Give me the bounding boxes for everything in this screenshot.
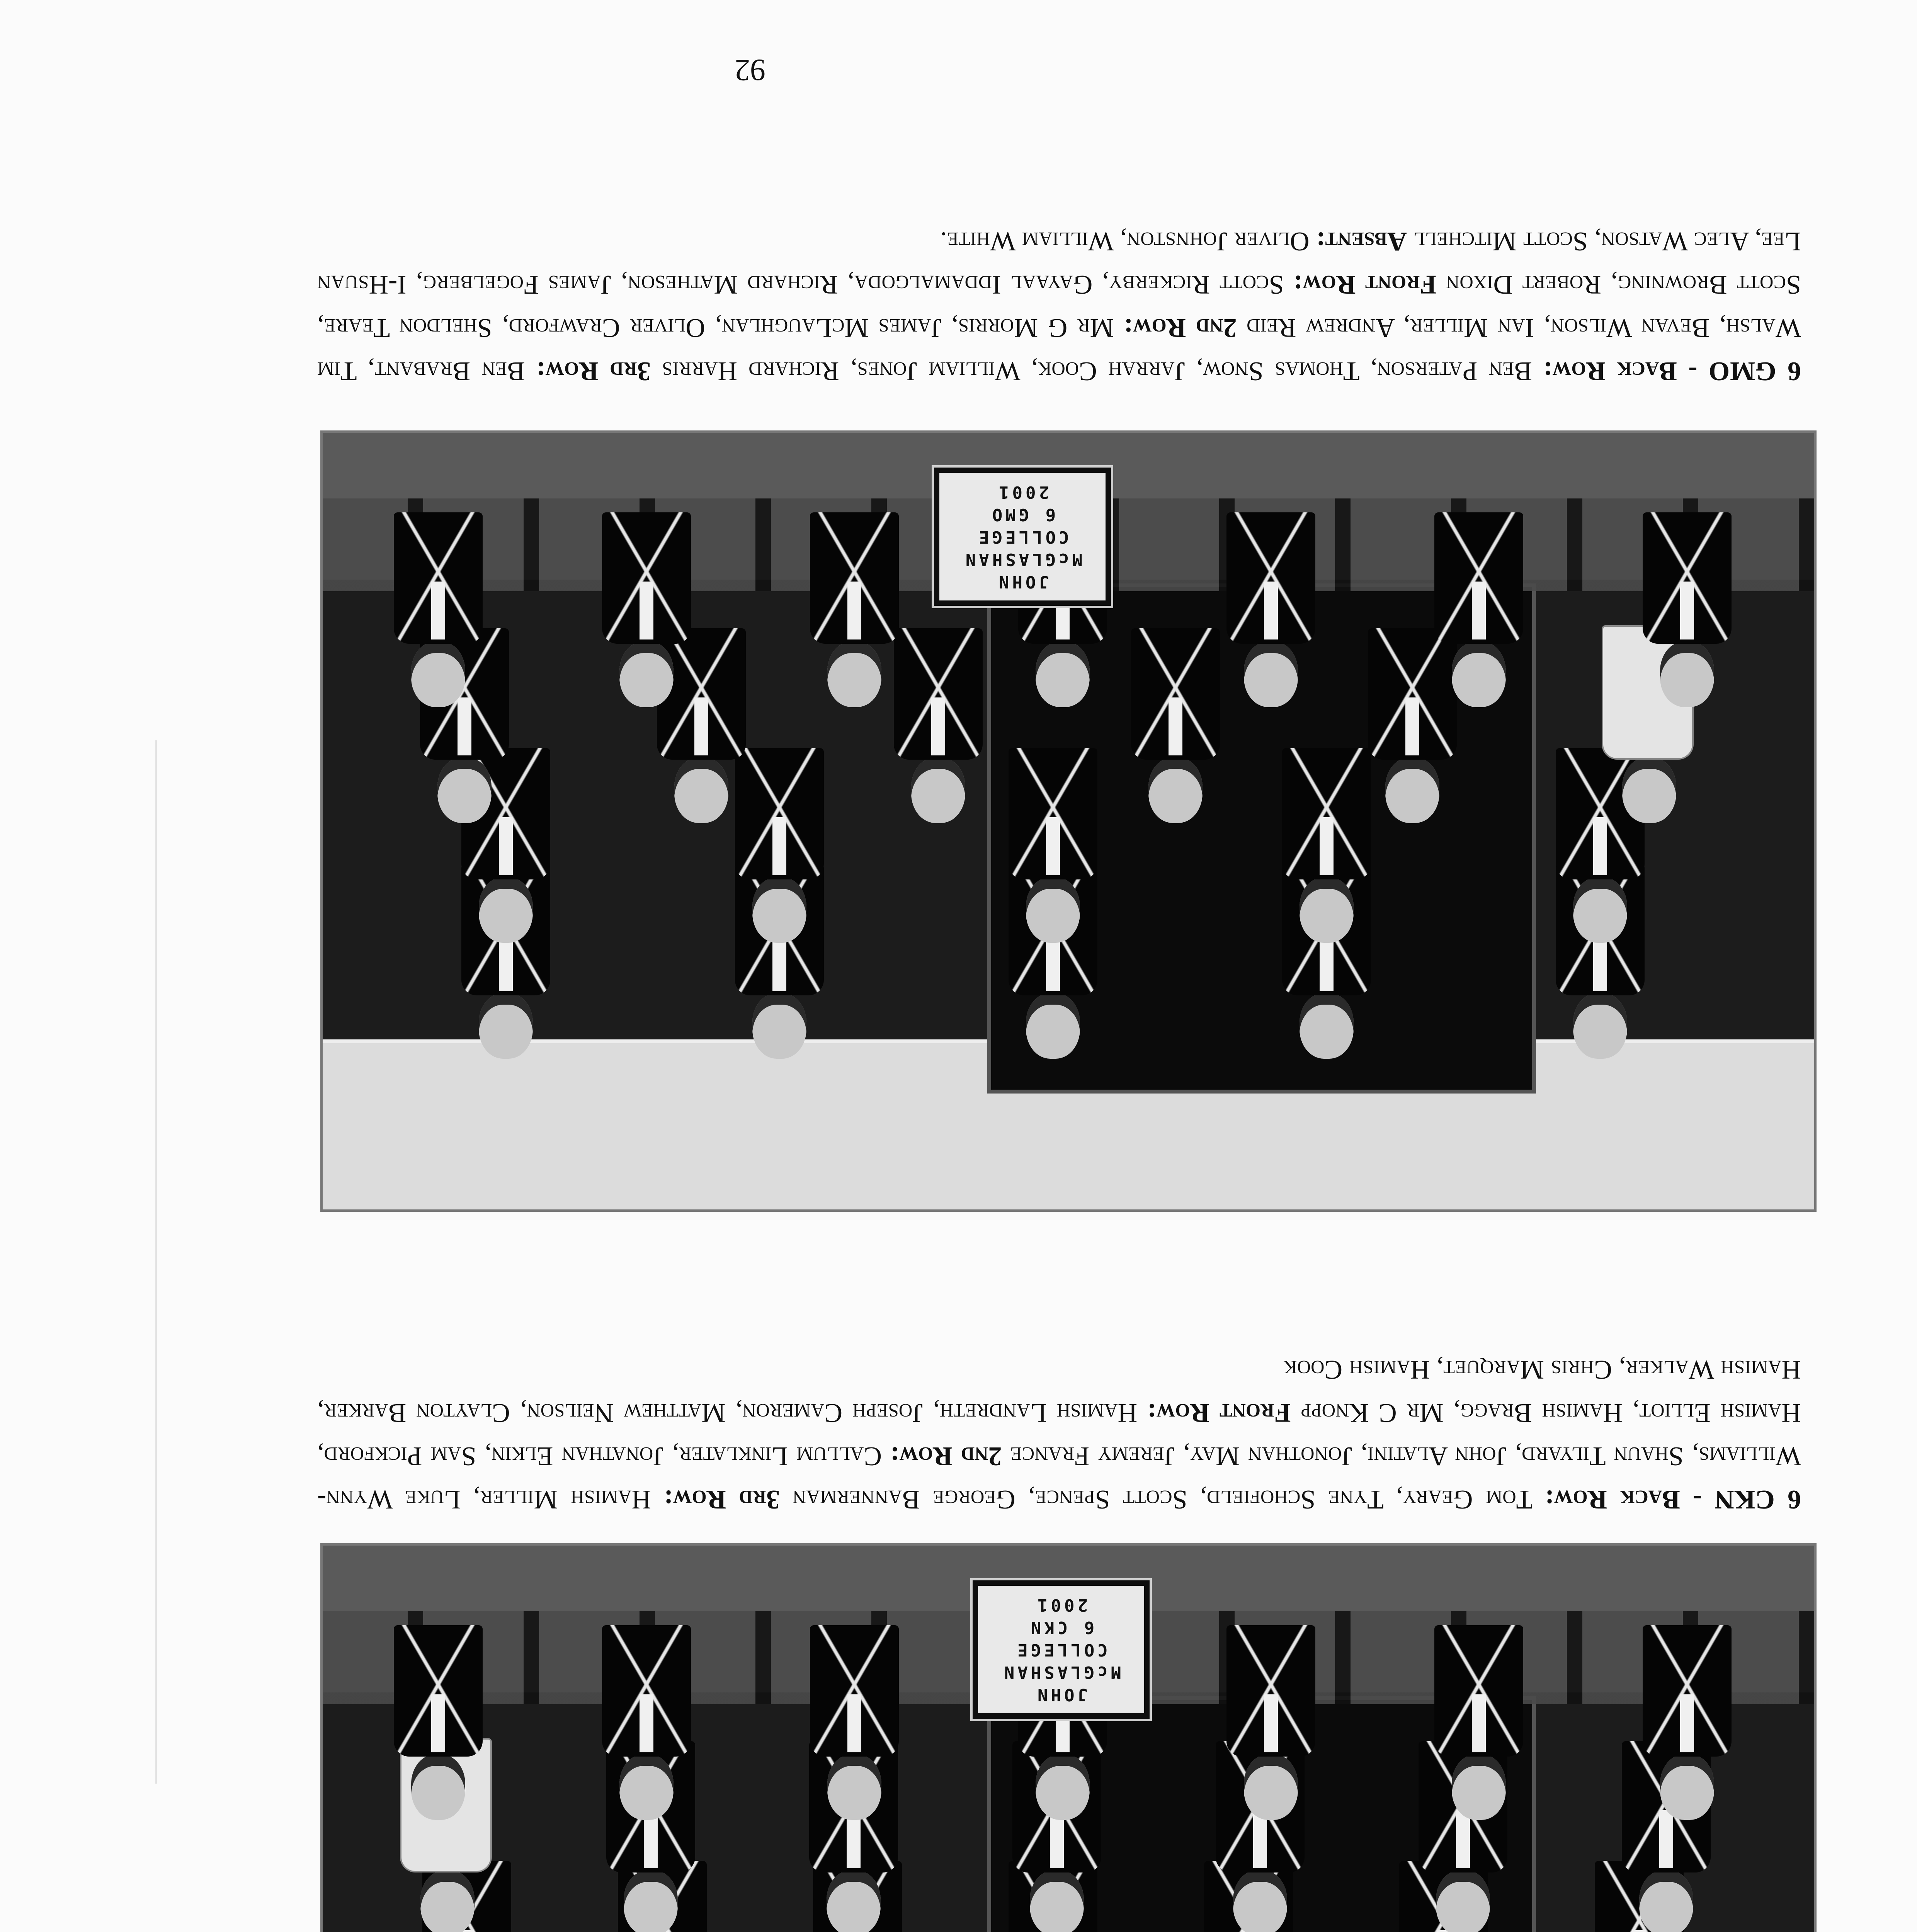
class-photo-6ckn bbox=[320, 1543, 1817, 1932]
class-photo-6gmo bbox=[320, 430, 1817, 1212]
caption-third-row: Ben Brabant, Tim Walsh, Bevan Wilson, Ian Miller, Andrew Reid bbox=[317, 313, 1801, 386]
sign-line: JOHN bbox=[1034, 1685, 1088, 1704]
sign-line: COLLEGE bbox=[976, 527, 1069, 547]
sign-line: 2001 bbox=[996, 482, 1049, 502]
caption-second-row: Callum Linklater, Jonathan Elkin, Sam Pickford, Hamish Elliot, Hamish Bragg, Mr C Knopp bbox=[317, 1398, 1801, 1471]
student bbox=[1648, 1638, 1726, 1820]
caption-6gmo bbox=[317, 219, 1801, 393]
student bbox=[1648, 526, 1726, 707]
caption-second-row-label: 2nd Row: bbox=[890, 1441, 1002, 1471]
caption-back-row: Tom Geary, Tyne Schofield, Scott Spence, George Bannerman bbox=[780, 1485, 1545, 1514]
class-sign bbox=[973, 1580, 1150, 1719]
student bbox=[1440, 1638, 1517, 1820]
student bbox=[608, 526, 685, 707]
caption-back-row: Ben Paterson, Thomas Snow, Jarrah Cook, William Jones, Richard Harris bbox=[650, 356, 1544, 386]
student bbox=[400, 526, 477, 707]
caption-third-row-label: 3rd Row: bbox=[664, 1485, 780, 1514]
caption-front-row: Hamish Landreth, Joseph Cameron, Matthew Neilson, Clayton Barker, Hamish Walker, Chris Marquet, Hamish Cook bbox=[317, 1355, 1801, 1428]
caption-absent: Oliver Johnston, William White. bbox=[940, 226, 1317, 256]
student bbox=[816, 526, 893, 707]
caption-second-row: Mr G Morris, James McLaughlan, Oliver Crawford, Sheldon Teare, Scott Browning, Robert Dixon bbox=[317, 270, 1801, 343]
student bbox=[608, 1638, 685, 1820]
student bbox=[1440, 526, 1517, 707]
sign-line: 2001 bbox=[1034, 1595, 1088, 1615]
class-sign bbox=[934, 468, 1111, 606]
caption-third-row: Hamish Miller, Luke Wynn-Williams, Shaun Tilyard, John Alatini, Jonothan May, Jeremy France bbox=[317, 1441, 1801, 1514]
student bbox=[816, 1638, 893, 1820]
student bbox=[400, 1638, 477, 1820]
caption-form-label: 6 CKN - Back Row: bbox=[1545, 1485, 1801, 1514]
student bbox=[1232, 526, 1310, 707]
caption-absent-label: Absent: bbox=[1316, 226, 1407, 256]
caption-third-row-label: 3rd Row: bbox=[536, 356, 651, 386]
sign-line: COLLEGE bbox=[1014, 1640, 1108, 1660]
scan-fold-shadow bbox=[155, 740, 157, 1784]
sign-line: McGLASHAN bbox=[962, 549, 1083, 569]
caption-front-row: Scott Rickerby, Gayaal Iddamalgoda, Richard Matheson, James Fogelberg, I-Hsuan Lee, Alec Watson, Scott Mitchell bbox=[317, 226, 1801, 299]
caption-second-row-label: 2nd Row: bbox=[1124, 313, 1237, 343]
sign-line: JOHN bbox=[996, 572, 1049, 592]
sign-line: McGLASHAN bbox=[1001, 1662, 1121, 1682]
caption-6ckn bbox=[317, 1348, 1801, 1521]
caption-front-row-label: Front Row: bbox=[1147, 1398, 1291, 1428]
sign-line: 6 CKN bbox=[1027, 1617, 1095, 1637]
student bbox=[1232, 1638, 1310, 1820]
caption-front-row-label: Front Row: bbox=[1293, 270, 1437, 299]
sign-line: 6 GMO bbox=[989, 505, 1056, 524]
page-number: 92 bbox=[735, 53, 765, 87]
caption-form-label: 6 GMO - Back Row: bbox=[1543, 356, 1801, 386]
